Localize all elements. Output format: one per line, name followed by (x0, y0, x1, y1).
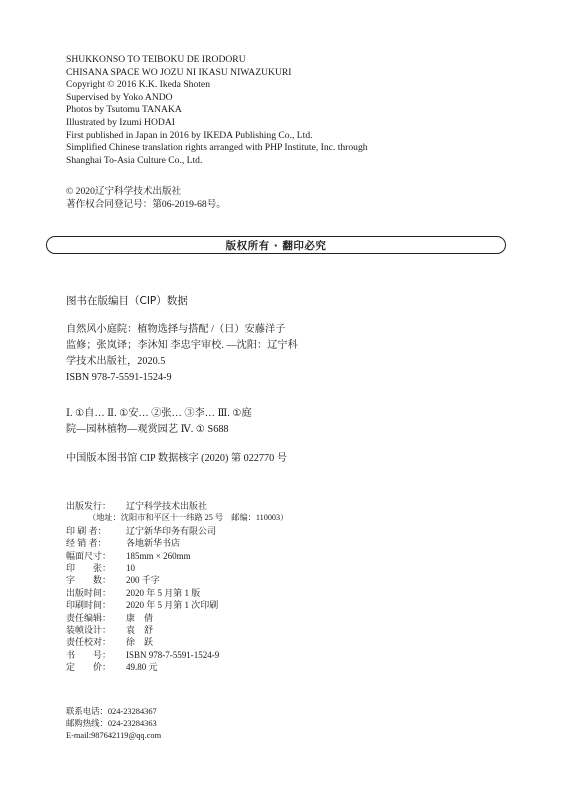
publish-row (66, 636, 288, 648)
cip-classification-line: Ⅰ. ①自… Ⅱ. ①安… ②张… ③李… Ⅲ. ①庭 (66, 408, 252, 419)
english-credits (66, 54, 368, 167)
publish-row (66, 587, 288, 599)
contact-mail-order: 邮购热线：024-23284363 (66, 719, 157, 728)
cip-description (66, 322, 298, 386)
publish-value: 200 千字 (126, 575, 160, 586)
chinese-copyright (66, 185, 226, 211)
publish-value: 185mm × 260mm (126, 550, 191, 561)
publish-value: 徐 跃 (126, 637, 154, 648)
credit-line: CHISANA SPACE WO JOZU NI IKASU NIWAZUKURI (66, 66, 292, 78)
cip-classification-line: 院—园林植物—观赏园艺 Ⅳ. ① S688 (66, 424, 229, 435)
contact-email: E-mail:987642119@qq.com (66, 731, 162, 740)
publish-value: 10 (126, 563, 135, 574)
publish-label: 责任校对： (66, 637, 112, 648)
publish-value: 康 倩 (126, 612, 154, 623)
publish-value: 袁 舒 (126, 625, 154, 636)
publish-row (66, 661, 288, 673)
publish-row (66, 562, 288, 574)
publish-row (66, 649, 288, 661)
credit-line: Photos by Tsutomu TANAKA (66, 104, 182, 116)
publish-label: 责任编辑： (66, 612, 112, 623)
contact-phone: 联系电话：024-23284367 (66, 707, 157, 716)
publish-value: 2020 年 5 月第 1 版 (126, 587, 201, 598)
publish-label: 定 价： (66, 662, 112, 673)
publish-value: 2020 年 5 月第 1 次印刷 (126, 600, 219, 611)
publish-label: 字 数： (66, 575, 112, 586)
publish-row (66, 574, 288, 586)
publish-value: 辽宁科学技术出版社 (126, 501, 208, 511)
publish-label: 经 销 者： (66, 538, 107, 549)
credit-line: Supervised by Yoko ANDO (66, 91, 173, 103)
publish-label: 印刷时间： (66, 600, 112, 611)
credit-line: Simplified Chinese translation rights arranged with PHP Institute, Inc. through (66, 142, 368, 154)
cip-description-line: 学技术出版社，2020.5 (66, 356, 166, 367)
cip-description-line: 监修；张岚译；李沐知 李忠宇审校. —沈阳：辽宁科 (66, 340, 298, 351)
credit-line: Shanghai To-Asia Culture Co., Ltd. (66, 154, 203, 166)
cip-heading: 图书在版编目（CIP）数据 (66, 295, 188, 307)
contact-info (66, 706, 161, 742)
publish-row (66, 525, 288, 537)
publish-row-publisher (66, 500, 288, 512)
publish-label: 印 刷 者： (66, 525, 107, 536)
publisher-address-text: （地址：沈阳市和平区十一纬路 25 号 邮编：110003） (88, 513, 289, 523)
publish-label: 幅面尺寸： (66, 550, 112, 561)
cip-description-line: 自然风小庭院：植物选择与搭配 /（日）安藤洋子 (66, 324, 286, 335)
publish-label: 出版发行： (66, 501, 112, 511)
publish-label: 印 张： (66, 563, 112, 574)
publish-row (66, 550, 288, 562)
credit-line: Illustrated by Izumi HODAI (66, 116, 175, 128)
credit-line: First published in Japan in 2016 by IKEDA Publishing Co., Ltd. (66, 129, 313, 141)
contract-registration: 著作权合同登记号：第06-2019-68号。 (66, 199, 226, 210)
publish-value: 49.80 元 (126, 662, 158, 673)
publish-value: ISBN 978-7-5591-1524-9 (126, 649, 220, 660)
publish-label: 出版时间： (66, 587, 112, 598)
rights-banner (46, 236, 506, 254)
publish-row (66, 599, 288, 611)
publish-row (66, 537, 288, 549)
rights-banner-text: 版权所有 · 翻印必究 (225, 239, 327, 252)
cip-classification (66, 406, 252, 438)
publish-value: 辽宁新华印务有限公司 (126, 525, 217, 536)
cip-isbn: ISBN 978-7-5591-1524-9 (66, 372, 172, 383)
publish-row (66, 624, 288, 636)
publish-label: 书 号： (66, 649, 112, 660)
copyright-line: © 2020辽宁科学技术出版社 (66, 186, 182, 197)
cip-record-number: 中国版本图书馆 CIP 数据核字 (2020) 第 022770 号 (66, 453, 287, 464)
publish-label: 装帧设计： (66, 625, 112, 636)
credit-line: Copyright © 2016 K.K. Ikeda Shoten (66, 79, 210, 91)
publisher-address (66, 512, 288, 524)
publish-info (66, 500, 288, 674)
credit-line: SHUKKONSO TO TEIBOKU DE IRODORU (66, 54, 246, 65)
publish-value: 各地新华书店 (126, 538, 181, 549)
publish-row (66, 612, 288, 624)
